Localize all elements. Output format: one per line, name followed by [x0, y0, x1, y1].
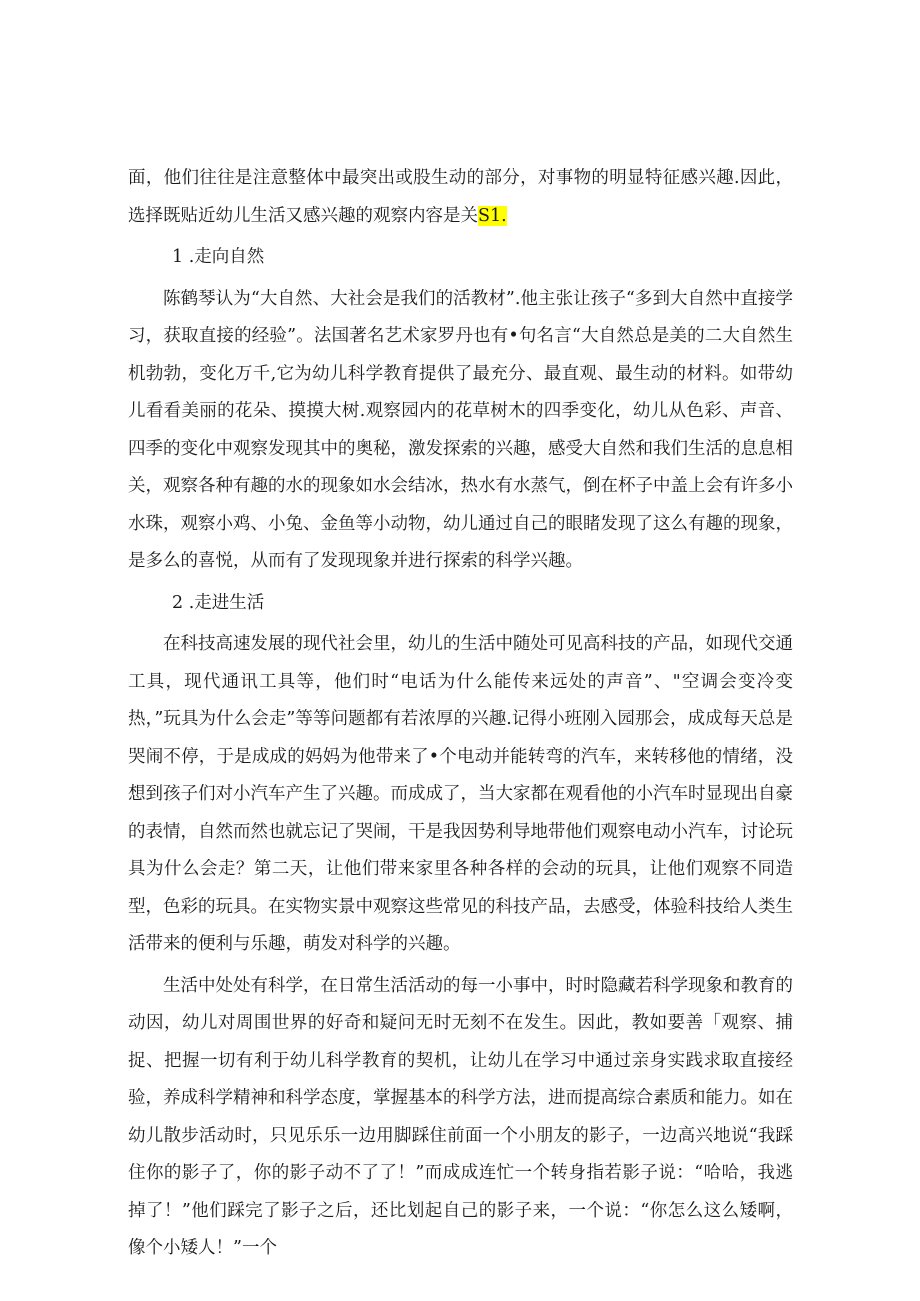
section-heading-life: 2 .走进生活 — [172, 592, 265, 613]
paragraph-text: 面，他们往往是注意整体中最突出或股生动的部分，对事物的明显特征感兴趣.因此，选择既贴近幼儿生活又感兴趣的观察内容是关 — [128, 168, 793, 226]
paragraph-continuation — [128, 160, 793, 235]
paragraph-life: 在科技高速发展的现代社会里，幼儿的生活中随处可见高科技的产品，如现代交通工具，现代通讯工具等，他们时“电话为什么能传来远处的声音”、"空调会变冷变热，”玩具为什么会走”等等问题都有若浓厚的兴趣.记得小班刚入园那会，成成每天总是哭闹不停，于是成成的妈妈为他带来了•个电动并能转弯的汽车，来转移他的情绪，没想到孩子们对小汽车产生了兴趣。而成成了，当大家都在观看他的小汽车时显现出自豪的表情，自然而然也就忘记了哭闹，干是我因势利导地带他们观察电动小汽车，讨论玩具为什么会走？第二天，让他们带来家里各种各样的会动的玩具，让他们观察不同造型，色彩的玩具。在实物实景中观察这些常见的科技产品，去感受，体验科技给人类生活带来的便利与乐趣，萌发对科学的兴趣。 — [128, 634, 793, 954]
paragraph-nature: 陈鹤琴认为“大自然、大社会是我们的活教材”.他主张让孩子“多到大自然中直接学习，获取直接的经验”。法国著名艺术家罗丹也有•句名言“大自然总是美的二大自然生机勃勃，变化万千,它为幼儿科学教育提供了最充分、最直观、最生动的材料。如带幼儿看看美丽的花朵、摸摸大树.观察园内的花草树木的四季变化，幼儿从色彩、声音、四季的变化中观察发现其中的奥秘，激发探索的兴趣，感受大自然和我们生活的息息相关，观察各种有趣的水的现象如水会结冰，热水有水蒸气，倒在杯子中盖上会有许多小水珠，观察小鸡、小兔、金鱼等小动物，幼儿通过自己的眼睹发现了这么有趣的现象，是多么的喜悦，从而有了发现现象并进行探索的科学兴趣。 — [128, 288, 793, 571]
paragraph-science-everywhere: 生活中处处有科学，在日常生活活动的每一小事中，时时隐藏若科学现象和教育的动因，幼儿对周围世界的好奇和疑问无时无刻不在发生。因此，教如要善「观察、捕捉、把握一切有利于幼儿科学教育的契机，让幼儿在学习中通过亲身实践求取直接经验，养成科学精神和科学态度，掌握基本的科学方法，进而提高综合素质和能力。如在幼儿散步活动时，只见乐乐一边用脚踩住前面一个小朋友的影子，一边高兴地说“我踩住你的影子了，你的影子动不了了！”而成成连忙一个转身指若影子说：“哈哈，我逃掉了！”他们踩完了影子之后，还比划起自己的影子来，一个说：“你怎么这么矮啊，像个小矮人！”一个 — [128, 975, 793, 1258]
section-heading-nature: 1 .走向自然 — [172, 247, 265, 267]
highlighted-text: S1. — [478, 205, 507, 226]
document-body — [128, 160, 793, 1272]
